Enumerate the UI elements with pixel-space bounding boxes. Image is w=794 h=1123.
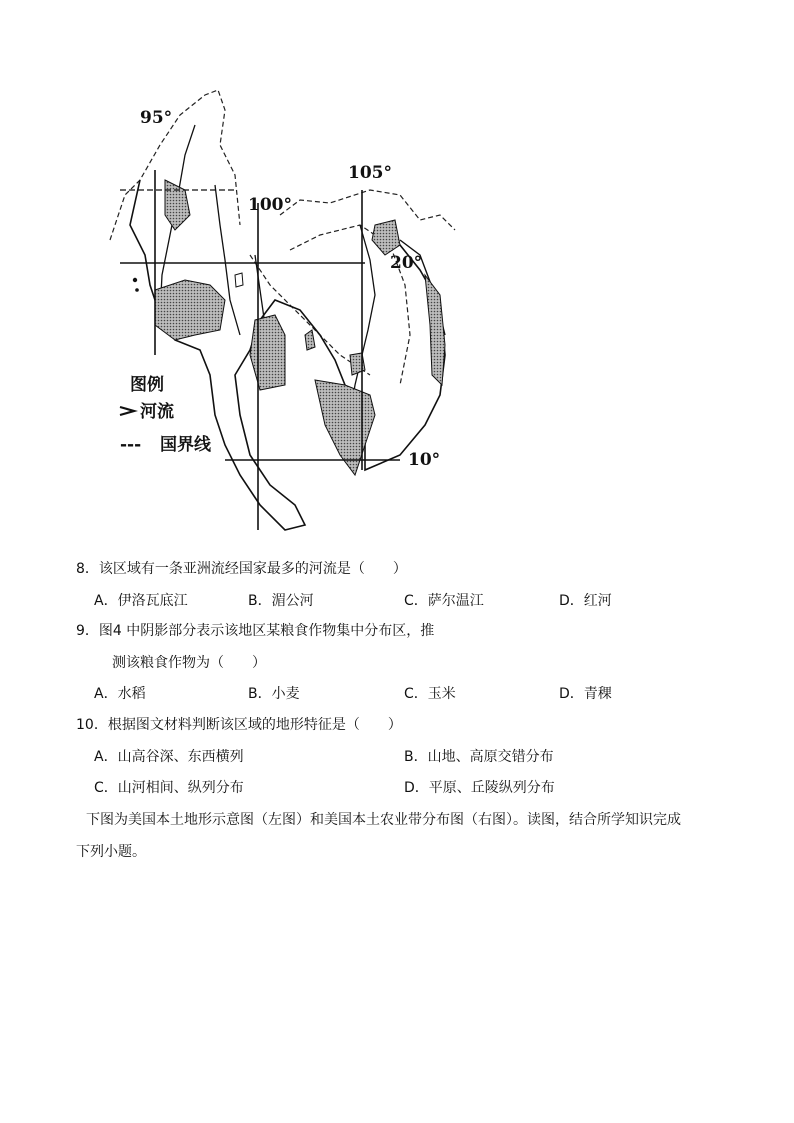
legend-border: 国界线 <box>160 435 211 455</box>
southeast-asia-map <box>100 85 470 535</box>
shaded-area <box>250 315 285 390</box>
legend-title: 图例 <box>130 375 164 395</box>
question-10-stem: 10．根据图文材料判断该区域的地形特征是（ ） <box>76 717 402 733</box>
lat-label-10: 10° <box>408 450 441 470</box>
q8-option-c[interactable]: C．萨尔温江 <box>404 593 484 609</box>
shaded-area <box>165 180 190 230</box>
q9-option-a[interactable]: A．水稻 <box>94 686 146 702</box>
q9-option-c[interactable]: C．玉米 <box>404 686 456 702</box>
question-9-stem-cont: 测该粮食作物为（ ） <box>112 655 266 671</box>
q8-option-a[interactable]: A．伊洛瓦底江 <box>94 593 188 609</box>
shaded-area <box>425 275 445 385</box>
shaded-area <box>155 280 225 340</box>
lon-label-105: 105° <box>348 163 392 183</box>
legend-border-symbol: --- <box>120 435 142 455</box>
lon-label-100: 100° <box>248 195 292 215</box>
q9-option-d[interactable]: D．青稞 <box>559 686 612 702</box>
q10-option-c[interactable]: C．山河相间、纵列分布 <box>94 780 244 796</box>
q9-option-b[interactable]: B．小麦 <box>248 686 300 702</box>
island <box>133 278 137 282</box>
question-8-stem: 8．该区域有一条亚洲流经国家最多的河流是（ ） <box>76 561 407 577</box>
legend-river: 河流 <box>140 402 174 422</box>
q8-option-b[interactable]: B．湄公河 <box>248 593 314 609</box>
q10-option-d[interactable]: D．平原、丘陵纵列分布 <box>404 780 555 796</box>
question-9-stem: 9．图4 中阴影部分表示该地区某粮食作物集中分布区，推 <box>76 623 435 639</box>
q10-option-a[interactable]: A．山高谷深、东西横列 <box>94 749 244 765</box>
intro-line-2: 下列小题。 <box>76 844 146 860</box>
shaded-area <box>305 330 315 350</box>
q8-option-d[interactable]: D．红河 <box>559 593 612 609</box>
shaded-area <box>372 220 400 255</box>
lat-label-20: 20° <box>390 253 423 273</box>
coastline <box>235 273 243 287</box>
river-legend-icon <box>120 407 134 415</box>
intro-line-1: 下图为美国本土地形示意图（左图）和美国本土农业带分布图（右图）。读图，结合所学知识完成 <box>86 812 681 828</box>
border-line <box>280 190 455 230</box>
q10-option-b[interactable]: B．山地、高原交错分布 <box>404 749 554 765</box>
island <box>135 288 139 292</box>
lon-label-95: 95° <box>140 108 173 128</box>
